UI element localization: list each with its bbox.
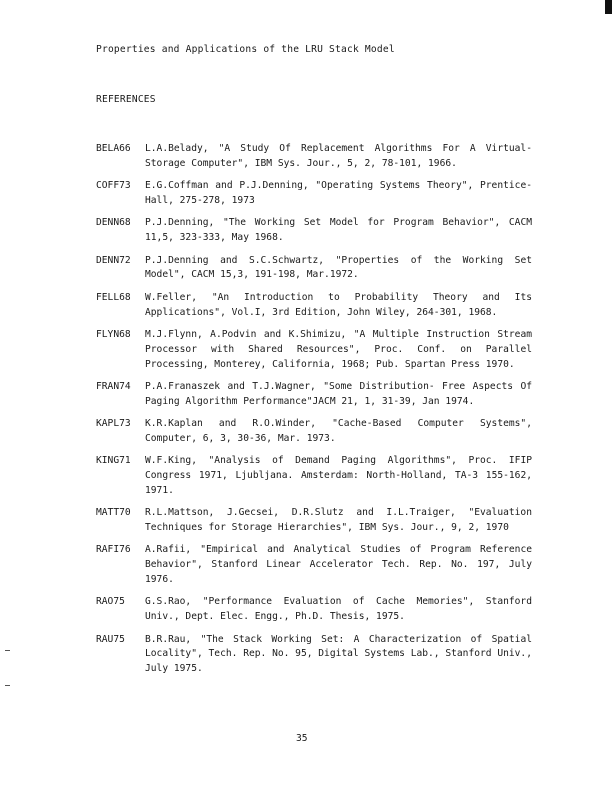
reference-entry [96, 179, 536, 209]
reference-entry [96, 380, 536, 410]
reference-key: RAFI76 [96, 544, 131, 556]
reference-list [96, 142, 536, 685]
reference-entry [96, 291, 536, 321]
reference-entry [96, 142, 536, 172]
reference-key: FRAN74 [96, 380, 131, 392]
reference-key: BELA66 [96, 143, 131, 154]
reference-entry [96, 454, 536, 498]
reference-entry [96, 506, 536, 536]
reference-text: W.F.King, "Analysis of Demand Paging Algorithms", Proc. IFIP Congress 1971, Ljubljana. Amsterdam: North-Holland, TA-3 155-162, 1971. [145, 455, 532, 496]
reference-key: DENN68 [96, 217, 131, 229]
reference-key: RAU75 [96, 633, 125, 645]
reference-text: B.R.Rau, "The Stack Working Set: A Characterization of Spatial Locality", Tech. Rep. No. 95, Digital Systems Lab., Stanford Univ., July 1975. [145, 633, 532, 675]
reference-key: FELL68 [96, 291, 131, 303]
reference-key: KAPL73 [96, 418, 131, 430]
reference-entry [96, 633, 536, 677]
reference-text: P.J.Denning and S.C.Schwartz, "Properties of the Working Set Model", CACM 15,3, 191-198, Mar.1972. [145, 254, 532, 281]
reference-key: COFF73 [96, 180, 131, 192]
reference-text: P.A.Franaszek and T.J.Wagner, "Some Distribution- Free Aspects Of Paging Algorithm Performance"JACM 21, 1, 31-39, Jan 1974. [145, 380, 532, 407]
reference-entry [96, 216, 536, 246]
scan-corner-mark [605, 0, 612, 14]
reference-text: L.A.Belady, "A Study Of Replacement Algorithms For A Virtual-Storage Computer", IBM Sys. Jour., 5, 2, 78-101, 1966. [145, 143, 532, 169]
reference-text: K.R.Kaplan and R.O.Winder, "Cache-Based Computer Systems", Computer, 6, 3, 30-36, Mar. 1973. [145, 418, 532, 444]
reference-key: MATT70 [96, 507, 131, 519]
reference-entry [96, 417, 536, 447]
reference-text: E.G.Coffman and P.J.Denning, "Operating Systems Theory", Prentice-Hall, 275-278, 1973 [145, 180, 532, 206]
reference-text: M.J.Flynn, A.Podvin and K.Shimizu, "A Multiple Instruction Stream Processor with Shared Resources", Proc. Conf. on Parallel Processing, Monterey, California, 1968; Pub. Spartan Press 1970. [145, 328, 532, 370]
reference-key: FLYN68 [96, 328, 131, 340]
reference-text: W.Feller, "An Introduction to Probability Theory and Its Applications", Vol.I, 3rd Edition, John Wiley, 264-301, 1968. [145, 291, 532, 318]
reference-key: RAO75 [96, 596, 125, 608]
margin-mark [5, 685, 10, 686]
references-heading: REFERENCES [96, 94, 156, 105]
reference-entry [96, 254, 536, 284]
page-number: 35 [296, 733, 308, 744]
reference-entry [96, 595, 536, 625]
reference-text: R.L.Mattson, J.Gecsei, D.R.Slutz and I.L.Traiger, "Evaluation Techniques for Storage Hierarchies", IBM Sys. Jour., 9, 2, 1970 [145, 507, 532, 534]
running-title: Properties and Applications of the LRU Stack Model [96, 44, 395, 55]
reference-text: P.J.Denning, "The Working Set Model for Program Behavior", CACM 11,5, 323-333, May 1968. [145, 217, 532, 244]
margin-mark [5, 650, 10, 651]
reference-text: G.S.Rao, "Performance Evaluation of Cache Memories", Stanford Univ., Dept. Elec. Engg., Ph.D. Thesis, 1975. [145, 596, 532, 623]
reference-entry [96, 328, 536, 372]
reference-text: A.Rafii, "Empirical and Analytical Studies of Program Reference Behavior", Stanford Linear Accelerator Tech. Rep. No. 197, July 1976. [145, 544, 532, 586]
reference-key: KING71 [96, 455, 131, 467]
reference-entry [96, 543, 536, 587]
reference-key: DENN72 [96, 254, 131, 266]
